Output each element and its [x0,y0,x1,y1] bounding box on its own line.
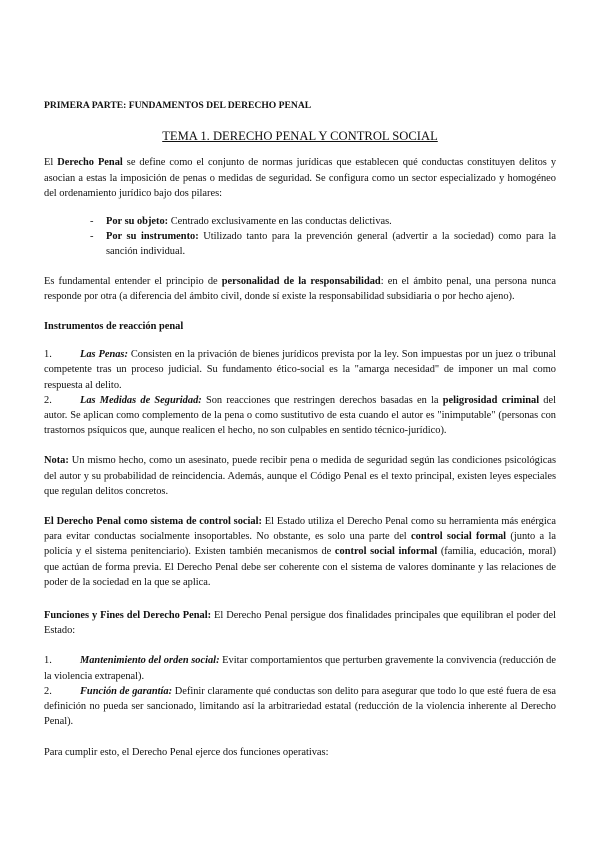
sistema-paragraph: El Derecho Penal como sistema de control social: El Estado utiliza el Derecho Penal como su herramienta más enérgica para evitar conductas socialmente insoportables. No obstante, es solo una parte del control social formal (junto a la policía y el sistema penitenciario). Existen también mecanismos de control social informal (familia, educación, moral) que actúan de forma previa. El Derecho Penal debe ser coherente con el sistema de valores dominante y las relaciones de poder de la sociedad en la que se aplica. [44,516,556,588]
closing-paragraph: Para cumplir esto, el Derecho Penal ejerce dos funciones operativas: [44,746,329,758]
list-item: 2. Las Medidas de Seguridad: Son reacciones que restringen derechos basadas en la peligrosidad criminal del autor. Se aplican como complemento de la pena o como sustitutivo de esta cuando el autor es "inimputable" (personas con trastornos psíquicos que, aunque realicen el hecho, no son culpables en sentido técnico-jurídico). [44,394,556,437]
instrumentos-heading: Instrumentos de reacción penal [44,321,184,333]
funciones-list [44,653,556,729]
part-heading: PRIMERA PARTE: FUNDAMENTOS DEL DERECHO PENAL [44,100,312,111]
nota-paragraph: Nota: Un mismo hecho, como un asesinato, puede recibir pena o medida de seguridad según las condiciones psicológicas del autor y su probabilidad de reincidencia. Además, aunque el Código Penal es el texto principal, existen leyes especiales que regulan delitos concretos. [44,455,556,497]
intro-paragraph: El Derecho Penal se define como el conjunto de normas jurídicas que establecen qué conductas constituyen delitos y asocian a estas la imposición de penas o medidas de seguridad. Se configura como un sector especializado y homogéneo del ordenamiento jurídico bajo dos pilares: [44,157,557,199]
list-item: - Por su objeto: Centrado exclusivamente en las conductas delictivas. [90,216,392,228]
pillars-list [44,214,556,260]
list-item: 1. Mantenimiento del orden social: Evitar comportamientos que perturben gravemente la convivencia (reducción de la violencia extrapenal). [44,655,556,682]
list-item: 1. Las Penas: Consisten en la privación de bienes jurídicos prevista por la ley. Son impuestas por un juez o tribunal competente tras un proceso judicial. Su fundamento ético-social es la "amarga necesidad" de imponer un mal como respuesta al delito. [44,349,556,391]
instrumentos-list [44,347,556,438]
personalidad-paragraph: Es fundamental entender el principio de personalidad de la responsabilidad: en el ámbito penal, una persona nunca responde por otra (a diferencia del ámbito civil, donde sí existe la responsabilidad subsidiaria o por hecho ajeno). [44,275,556,302]
document-title: TEMA 1. DERECHO PENAL Y CONTROL SOCIAL [162,129,438,144]
funciones-paragraph: Funciones y Fines del Derecho Penal: El Derecho Penal persigue dos finalidades principales que equilibran el poder del Estado: [44,610,556,637]
part-label: PRIMERA PARTE [44,100,124,111]
intro-term: Derecho Penal [57,157,123,169]
list-item: 2. Función de garantía: Definir claramente qué conductas son delito para asegurar que todo lo que esté fuera de esa definición no pueda ser sancionado, limitando así la arbitrariedad estatal (reducción de la violencia inherente al Derecho Penal). [44,685,556,728]
part-title: FUNDAMENTOS DEL DERECHO PENAL [128,100,312,111]
list-item: - Por su instrumento: Utilizado tanto para la prevención general (advertir a la sociedad) como para la sanción individual. [90,231,556,258]
